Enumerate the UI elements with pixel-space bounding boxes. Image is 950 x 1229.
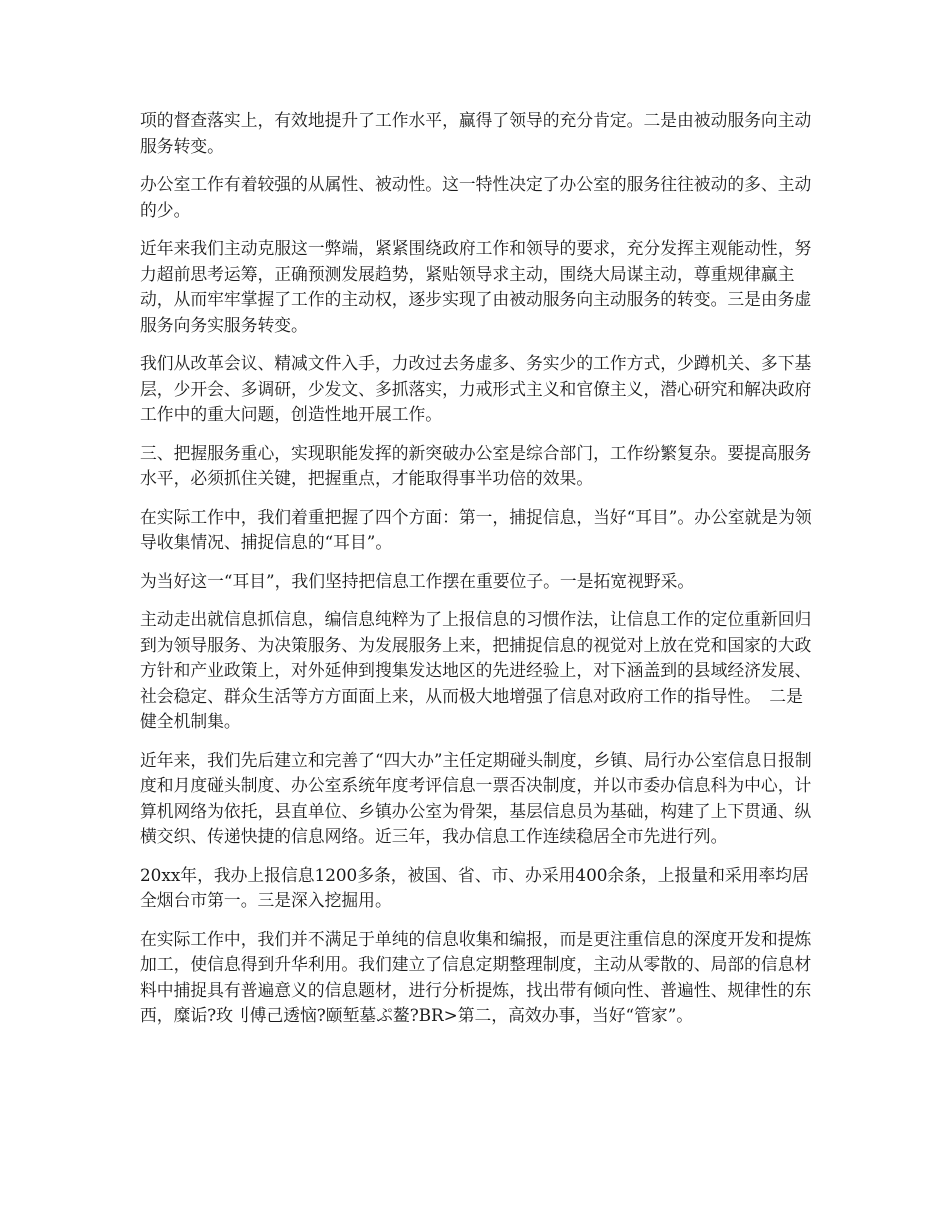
paragraph: 20xx年，我办上报信息1200多条，被国、省、市、办采用400余条，上报量和采用率均居全烟台市第一。三是深入挖掘用。 (140, 864, 809, 910)
paragraph: 我们从改革会议、精减文件入手，力改过去务虚多、务实少的工作方式，少蹲机关、多下基层，少开会、多调研，少发文、多抓落实，力戒形式主义和官僚主义，潜心研究和解决政府工作中的重大问题，创造性地开展工作。 (140, 353, 812, 424)
paragraph: 办公室工作有着较强的从属性、被动性。这一特性决定了办公室的服务往往被动的多、主动的少。 (140, 174, 812, 220)
paragraph: 在实际工作中，我们着重把握了四个方面：第一，捕捉信息，当好“耳目”。办公室就是为领导收集情况、捕捉信息的“耳目”。 (140, 506, 812, 552)
paragraph: 主动走出就信息抓信息，编信息纯粹为了上报信息的习惯作法，让信息工作的定位重新回归到为领导服务、为决策服务、为发展服务上来，把捕捉信息的视觉对上放在党和国家的大政方针和产业政策上，对外延伸到搜集发达地区的先进经验上，对下涵盖到的县域经济发展、社会稳定、群众生活等方方面面上来，从而极大地增强了信息对政府工作的指导性。 二是健全机制集。 (140, 609, 812, 731)
paragraph: 项的督查落实上，有效地提升了工作水平，赢得了领导的充分肯定。二是由被动服务向主动服务转变。 (140, 110, 812, 156)
paragraph: 近年来，我们先后建立和完善了“四大办”主任定期碰头制度，乡镇、局行办公室信息日报制度和月度碰头制度、办公室系统年度考评信息一票否决制度，并以市委办信息科为中心，计算机网络为依托，县直单位、乡镇办公室为骨架，基层信息员为基础，构建了上下贯通、纵横交织、传递快捷的信息网络。近三年，我办信息工作连续稳居全市先进行列。 (140, 749, 812, 846)
paragraph: 在实际工作中，我们并不满足于单纯的信息收集和编报，而是更注重信息的深度开发和提炼加工，使信息得到升华利用。我们建立了信息定期整理制度，主动从零散的、局部的信息材料中捕捉具有普遍意义的信息题材，进行分析提炼，找出带有倾向性、普遍性、规律性的东西，糜诟?玫刂傅己透恼?颐堑墓ぷ鳌?BR>第二，高效办事，当好“管家”。 (140, 928, 812, 1025)
document-page (140, 108, 812, 1042)
paragraph: 三、把握服务重心，实现职能发挥的新突破办公室是综合部门，工作纷繁复杂。要提高服务水平，必须抓住关键，把握重点，才能取得事半功倍的效果。 (140, 442, 812, 488)
paragraph: 为当好这一“耳目”，我们坚持把信息工作摆在重要位子。一是拓宽视野采。 (140, 570, 695, 591)
paragraph: 近年来我们主动克服这一弊端，紧紧围绕政府工作和领导的要求，充分发挥主观能动性，努力超前思考运筹，正确预测发展趋势，紧贴领导求主动，围绕大局谋主动，尊重规律赢主动，从而牢牢掌握了工作的主动权，逐步实现了由被动服务向主动服务的转变。三是由务虚服务向务实服务转变。 (140, 238, 812, 335)
